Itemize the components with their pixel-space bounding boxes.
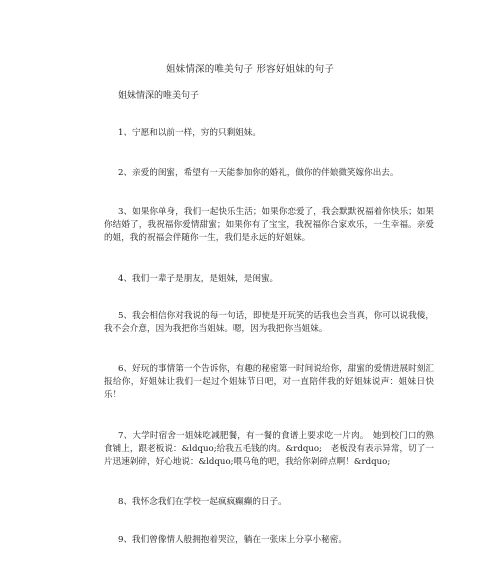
document-title: 姐妹情深的唯美句子 形容好姐妹的句子 <box>165 64 335 75</box>
paragraph-7: 7、大学时宿舍一姐妹吃减肥餐，有一餐的食谱上要求吃一片肉。 她到校门口的熟食铺上，跟老板说：&ldquo;给我五毛钱的肉。&rdquo; 老板没有表示异常，切了一片迅速剁碎，好心地说：&ldquo;喂乌龟的吧，我给你剁碎点啊！&rdquo; <box>104 431 434 467</box>
paragraph-1: 1、宁愿和以前一样，穷的只剩姐妹。 <box>118 128 261 138</box>
paragraph-8: 8、我怀念我们在学校一起疯疯癫癫的日子。 <box>118 497 287 507</box>
paragraph-9: 9、我们曾像情人般拥抱着哭泣，躺在一张床上分享小秘密。 <box>118 535 347 545</box>
paragraph-3: 3、如果你单身，我们一起快乐生活；如果你恋爱了，我会默默祝福着你快乐；如果你结婚了，我祝福你爱情甜蜜；如果你有了宝宝，我祝福你合家欢乐，一生幸福。亲爱的姐，我的祝福会伴随你一生，我们是永远的好姐妹。 <box>104 207 434 243</box>
paragraph-5: 5、我会相信你对我说的每一句话，即使是开玩笑的话我也会当真，你可以说我傻，我不会介意，因为我把你当姐妹。嗯，因为我把你当姐妹。 <box>104 311 434 334</box>
section-heading: 姐妹情深的唯美句子 <box>118 91 200 101</box>
paragraph-4: 4、我们一辈子是朋友，是姐妹，是闺蜜。 <box>118 274 279 284</box>
paragraph-6: 6、好玩的事情第一个告诉你，有趣的秘密第一时间说给你，甜蜜的爱情进展时刻汇报给你，好姐妹让我们一起过个姐妹节日吧，对一直陪伴我的好姐妹说声：姐妹日快乐！ <box>104 364 434 400</box>
paragraph-2: 2、亲爱的闺蜜，希望有一天能参加你的婚礼，做你的伴娘微笑嫁你出去。 <box>118 168 399 178</box>
